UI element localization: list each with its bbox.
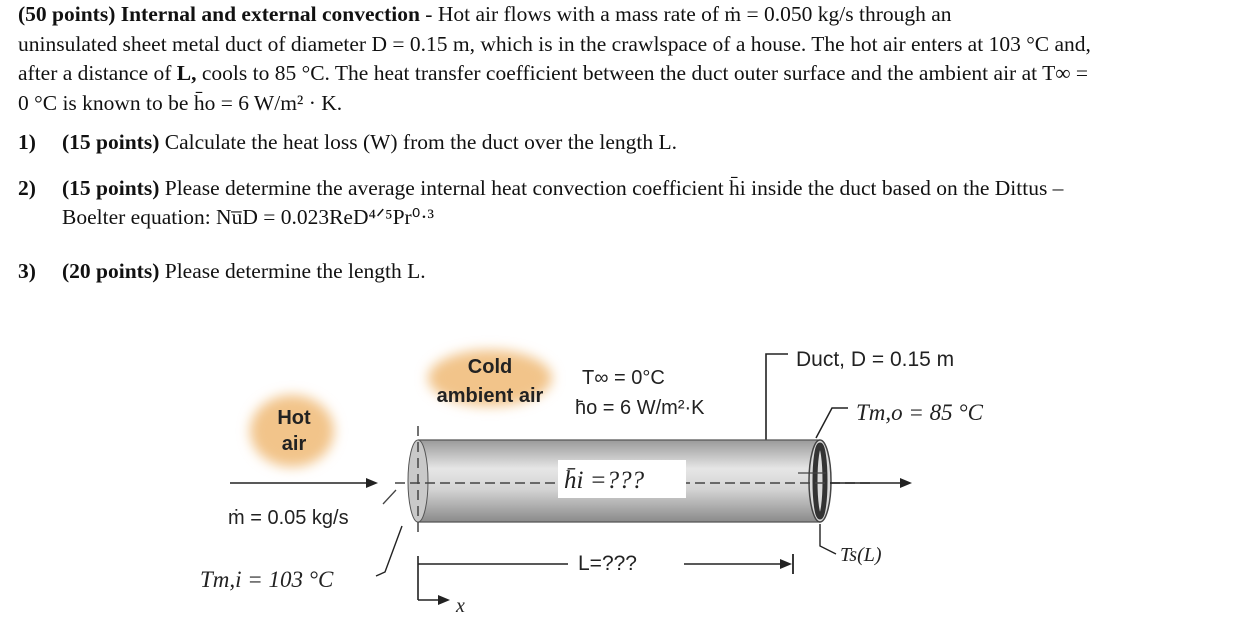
mass-flow-label: ṁ = 0.05 kg/s: [228, 507, 349, 529]
problem-heading: (50 points) Internal and external convection: [18, 2, 420, 26]
cold-label: Cold: [467, 356, 513, 378]
duct-outlet-end: [809, 440, 831, 522]
dittus-boelter-equation: Boelter equation: Nu̅D = 0.023ReD⁴ᐟ⁵Pr⁰·³: [62, 205, 434, 229]
intro-line-2: uninsulated sheet metal duct of diameter D = 0.15 m, which is in the crawlspace of a house. The hot air enters at 103 °C and,: [18, 31, 1091, 56]
hi-label: h̄i =???: [564, 467, 645, 494]
tmi-label: Tm,i = 103 °C: [200, 567, 334, 592]
x-axis-label: x: [456, 595, 465, 617]
tmi-leader: [376, 526, 402, 576]
outlet-arrowhead: [900, 478, 912, 488]
air-label: air: [281, 433, 307, 455]
inlet-arrowhead: [366, 478, 378, 488]
question-2: 2) (15 points) Please determine the average internal heat convection coefficient h̄i inside the duct based on the Dittus – Boelter equation: Nu̅D = 0.023ReD⁴ᐟ⁵Pr⁰·³: [18, 174, 1238, 236]
length-label: L=???: [578, 552, 637, 575]
duct-label: Duct, D = 0.15 m: [796, 348, 955, 371]
hot-label: Hot: [277, 407, 311, 429]
hot-air-cloud: [250, 395, 334, 467]
t-infinity-label: T∞ = 0°C: [582, 367, 665, 389]
tmo-label: Tm,o = 85 °C: [856, 400, 983, 425]
intro-line-3: after a distance of L, cools to 85 °C. The heat transfer coefficient between the duct outer surface and the ambient air at T∞ =: [18, 61, 1089, 85]
duct-label-leader: [766, 354, 788, 444]
problem-statement: [18, 0, 1238, 118]
ts-label: Ts(L): [840, 544, 882, 566]
tmo-leader: [816, 408, 848, 438]
h-outer-label: h̄o = 6 W/m²·K: [575, 397, 705, 419]
duct-figure: [190, 328, 1030, 628]
intro-line-1: (50 points) Internal and external convection - Hot air flows with a mass rate of ṁ = 0.050 kg/s through an: [18, 2, 952, 26]
ambient-air-label: ambient air: [436, 385, 544, 407]
intro-line-4: 0 °C is known to be h̄o = 6 W/m² · K.: [18, 90, 343, 115]
